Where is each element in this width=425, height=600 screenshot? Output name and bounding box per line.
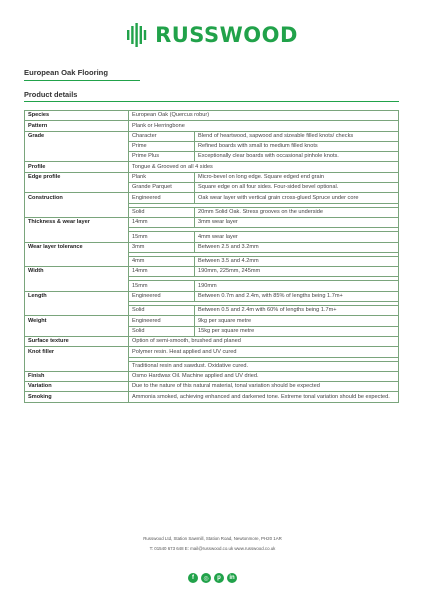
row-label: Weight bbox=[25, 316, 129, 337]
row-label: Species bbox=[25, 111, 129, 121]
row-value: 9kg per square metre bbox=[195, 316, 399, 326]
table-row bbox=[25, 172, 399, 182]
row-label: Knot filler bbox=[25, 347, 129, 372]
row-subtype: 14mm bbox=[129, 267, 195, 277]
row-label: Construction bbox=[25, 193, 129, 218]
product-details-table bbox=[24, 110, 399, 403]
row-value: Due to the nature of this natural material, tonal variation should be expected bbox=[129, 382, 399, 392]
table-row bbox=[25, 242, 399, 252]
brand-name: RUSSWOOD bbox=[155, 23, 298, 47]
row-subtype: 15mm bbox=[129, 281, 195, 291]
row-subtype: Character bbox=[129, 131, 195, 141]
footer-contact: T: 01540 673 648 E: mail@russwood.co.uk www.russwood.co.uk bbox=[149, 546, 276, 551]
row-subtype: Plank bbox=[129, 172, 195, 182]
row-value: Square edge on all four sides. Four-sided bevel optional. bbox=[195, 183, 399, 193]
footer-address: Russwood Ltd, Station Sawmill, Station Road, Newtonmore, PH20 1AR bbox=[143, 536, 282, 541]
row-label: Thickness & wear layer bbox=[25, 217, 129, 242]
instagram-icon[interactable]: ◎ bbox=[201, 573, 211, 583]
row-value: Exceptionally clear boards with occasional pinhole knots. bbox=[195, 152, 399, 162]
row-value: 4mm wear layer bbox=[195, 232, 399, 242]
row-label: Smoking bbox=[25, 392, 129, 402]
row-value: Traditional resin and sawdust. Oxidative cured. bbox=[129, 361, 399, 371]
row-label: Wear layer tolerance bbox=[25, 242, 129, 267]
table-row bbox=[25, 193, 399, 203]
row-value: 15kg per square metre bbox=[195, 326, 399, 336]
row-label: Grade bbox=[25, 131, 129, 162]
table-row bbox=[25, 316, 399, 326]
row-subtype: Solid bbox=[129, 207, 195, 217]
row-value: Plank or Herringbone bbox=[129, 121, 399, 131]
table-row bbox=[25, 371, 399, 381]
table-row bbox=[25, 382, 399, 392]
row-label: Edge profile bbox=[25, 172, 129, 193]
brand-logo bbox=[0, 20, 425, 50]
document-title: European Oak Flooring bbox=[24, 68, 108, 77]
row-value: 190mm, 225mm, 245mm bbox=[195, 267, 399, 277]
row-value: Option of semi-smooth, brushed and planed bbox=[129, 336, 399, 346]
row-label: Width bbox=[25, 267, 129, 292]
row-value: Tongue & Grooved on all 4 sides bbox=[129, 162, 399, 172]
row-subtype: Prime bbox=[129, 141, 195, 151]
row-subtype: 15mm bbox=[129, 232, 195, 242]
table-row bbox=[25, 347, 399, 357]
row-subtype: Prime Plus bbox=[129, 152, 195, 162]
row-subtype: 4mm bbox=[129, 256, 195, 266]
table-row bbox=[25, 392, 399, 402]
row-label: Length bbox=[25, 291, 129, 316]
row-subtype: Solid bbox=[129, 306, 195, 316]
section-title: Product details bbox=[24, 90, 78, 99]
row-value: Between 0.7m and 2.4m, with 85% of lengths being 1.7m+ bbox=[195, 291, 399, 301]
title-divider bbox=[24, 80, 140, 81]
row-value: Between 0.5 and 2.4m with 60% of lengths being 1.7m+ bbox=[195, 306, 399, 316]
row-label: Surface texture bbox=[25, 336, 129, 346]
facebook-icon[interactable]: f bbox=[188, 573, 198, 583]
row-subtype: Engineered bbox=[129, 316, 195, 326]
row-label: Variation bbox=[25, 382, 129, 392]
table-row bbox=[25, 336, 399, 346]
row-value: European Oak (Quercus robur) bbox=[129, 111, 399, 121]
linkedin-icon[interactable]: in bbox=[227, 573, 237, 583]
row-value: 190mm bbox=[195, 281, 399, 291]
row-subtype: 3mm bbox=[129, 242, 195, 252]
row-value: Oak wear layer with vertical grain cross-glued Spruce under core bbox=[195, 193, 399, 203]
row-label: Profile bbox=[25, 162, 129, 172]
table-row bbox=[25, 162, 399, 172]
row-subtype: Engineered bbox=[129, 193, 195, 203]
row-subtype: Solid bbox=[129, 326, 195, 336]
table-row bbox=[25, 267, 399, 277]
row-value: Between 3.5 and 4.2mm bbox=[195, 256, 399, 266]
table-row bbox=[25, 111, 399, 121]
row-value: Osmo Hardwax Oil. Machine applied and UV dried. bbox=[129, 371, 399, 381]
table-row bbox=[25, 131, 399, 141]
row-subtype: Engineered bbox=[129, 291, 195, 301]
table-row bbox=[25, 217, 399, 227]
row-value: Blend of heartwood, sapwood and sizeable filled knots/ checks bbox=[195, 131, 399, 141]
logo-mark-icon bbox=[127, 23, 149, 47]
social-links bbox=[0, 573, 425, 583]
row-label: Finish bbox=[25, 371, 129, 381]
table-row bbox=[25, 121, 399, 131]
row-value: Refined boards with small to medium filled knots bbox=[195, 141, 399, 151]
row-subtype: Grande Parquet bbox=[129, 183, 195, 193]
row-subtype: 14mm bbox=[129, 217, 195, 227]
pinterest-icon[interactable]: p bbox=[214, 573, 224, 583]
row-label: Pattern bbox=[25, 121, 129, 131]
row-value: Between 2.5 and 3.2mm bbox=[195, 242, 399, 252]
row-value: 3mm wear layer bbox=[195, 217, 399, 227]
row-value: Polymer resin. Heat applied and UV cured bbox=[129, 347, 399, 357]
row-value: 20mm Solid Oak. Stress grooves on the underside bbox=[195, 207, 399, 217]
row-value: Ammonia smoked, achieving enhanced and darkened tone. Extreme tonal variation should be expected. bbox=[129, 392, 399, 402]
table-row bbox=[25, 291, 399, 301]
section-divider bbox=[24, 101, 399, 102]
row-value: Micro-bevel on long edge. Square edged end grain bbox=[195, 172, 399, 182]
